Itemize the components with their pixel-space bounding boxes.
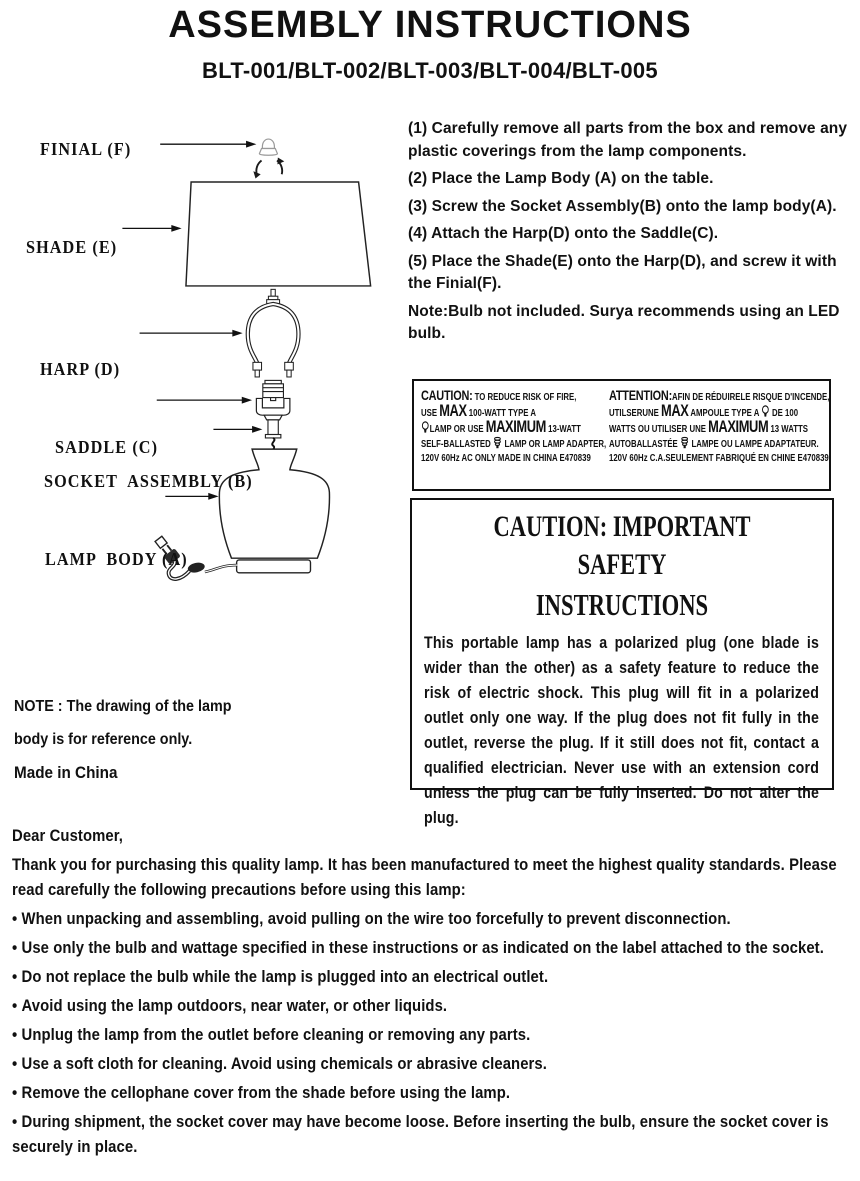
caution-fr-line2: UTILSERUNE MAX AMPOULE TYPE A DE 100 [609,401,799,420]
safety-instructions-box [410,498,834,827]
caution-en-heading: CAUTION: [421,387,473,403]
bulb-icon [421,421,430,434]
precaution-item: • Unplug the lamp from the outlet before cleaning or removing any parts. [12,1023,851,1048]
model-numbers: BLT-001/BLT-002/BLT-003/BLT-004/BLT-005 [202,58,658,83]
precaution-item: • Avoid using the lamp outdoors, near water, or other liquids. [12,994,851,1019]
bulb-icon [761,405,770,418]
step-3: (3) Screw the Socket Assembly(B) onto the lamp body(A). [408,197,837,215]
lamp-base-drawing [237,560,311,573]
label-shade: SHADE (E) [26,237,118,257]
reference-note [14,697,414,783]
step-1: (1) Carefully remove all parts from the box and remove any plastic coverings from the lamp components. [408,120,848,160]
precaution-item: • Remove the cellophane cover from the shade before using the lamp. [12,1081,851,1106]
safety-heading-line2: INSTRUCTIONS [535,587,709,622]
caution-english-column [421,389,605,489]
socket-arrow [213,426,262,433]
saddle-arrow [157,397,252,404]
reference-note-line1: NOTE : The drawing of the lamp [14,698,232,715]
made-in-china: Made in China [14,764,118,782]
socket-drawing [263,380,284,400]
caution-en-line4: SELF-BALLASTED LAMP OR LAMP ADAPTER, [421,436,565,452]
caution-en-line1: CAUTION: TO REDUCE RISK OF FIRE, [421,387,577,403]
reference-note-line2: body is for reference only. [14,731,193,748]
caution-fr-heading: ATTENTION: [609,387,672,403]
shade-arrow [122,225,181,232]
shade-drawing [186,182,371,286]
step-4: (4) Attach the Harp(D) onto the Saddle(C). [408,225,719,242]
caution-fr-line1: ATTENTION:AFIN DE RÉDUIRELE RISQUE D'INCENDE, [609,387,830,403]
cfl-spiral-icon [680,436,689,449]
precaution-item: • During shipment, the socket cover may have become loose. Before inserting the bulb, ensure the socket cover is securely in place. [12,1110,851,1160]
caution-fr-line4: AUTOBALLASTÉE LAMPE OU LAMPE ADAPTATEUR. [609,436,781,452]
label-harp: HARP (D) [40,359,121,379]
safety-heading-line1: CAUTION: IMPORTANT SAFETY [493,510,751,581]
customer-greeting: Dear Customer, [12,827,124,845]
lamp-body-arrow [165,493,218,500]
caution-french-column [609,389,829,489]
label-lamp-body: LAMP BODY (A) [45,549,188,569]
rotate-arrows-icon [253,158,284,179]
label-socket-assembly: SOCKET ASSEMBLY (B) [44,471,253,491]
label-saddle: SADDLE (C) [55,437,159,457]
harp-stud-drawing [267,289,280,304]
step-2: (2) Place the Lamp Body (A) on the table. [408,170,714,187]
saddle-drawing [256,398,289,419]
caution-en-line3: LAMP OR USE MAXIMUM 13-WATT [421,421,565,437]
precaution-item: • When unpacking and assembling, avoid pulling on the wire too forcefully to prevent disconnection. [12,907,851,932]
precaution-item: • Do not replace the bulb while the lamp is plugged into an electrical outlet. [12,965,851,990]
customer-intro: Thank you for purchasing this quality lamp. It has been manufactured to meet the highest quality standards. Please read carefully the following precautions before using this lamp: [12,856,837,899]
assembly-steps [408,118,852,351]
caution-en-line5: 120V 60Hz AC ONLY MADE IN CHINA E470839 [421,453,591,465]
customer-precautions [12,824,852,1164]
caution-en-line2: USE MAX 100-WATT TYPE A [421,401,536,420]
caution-wattage-label [412,379,831,491]
finial-drawing [259,139,277,155]
precaution-item: • Use only the bulb and wattage specified in these instructions or as indicated on the label attached to the socket. [12,936,851,961]
cord-drawing [205,565,238,572]
cfl-spiral-icon [493,436,502,449]
finial-arrow [160,141,256,148]
precaution-item: • Use a soft cloth for cleaning. Avoid using chemicals or abrasive cleaners. [12,1052,851,1077]
caution-fr-line5: 120V 60Hz C.A.SEULEMENT FABRIQUÉ EN CHINE E470839 [609,453,829,465]
safety-body-text: This portable lamp has a polarized plug (one blade is wider than the other) as a safety feature to reduce the risk of electric shock. This plug will fit in a polarized outlet only one way. If the plug does not fit fully in the outlet, reverse the plug. If it still does not fit, contact a qualified electrician. Never use with an extension cord unless the plug can be fully inserted. Do not alter the plug. [424,634,820,827]
bulb-note: Note:Bulb not included. Surya recommends using an LED bulb. [408,302,840,342]
caution-fr-line3: WATTS OU UTILISER UNE MAXIMUM 13 WATTS [609,417,809,436]
harp-ferrules-drawing [253,362,293,377]
harp-arrow [140,330,243,337]
step-5: (5) Place the Shade(E) onto the Harp(D), and screw it with the Finial(F). [408,252,837,292]
label-finial: FINIAL (F) [40,139,132,159]
socket-pipe-drawing [265,420,280,438]
page-title: ASSEMBLY INSTRUCTIONS [168,4,692,46]
lamp-body-drawing [219,449,329,558]
